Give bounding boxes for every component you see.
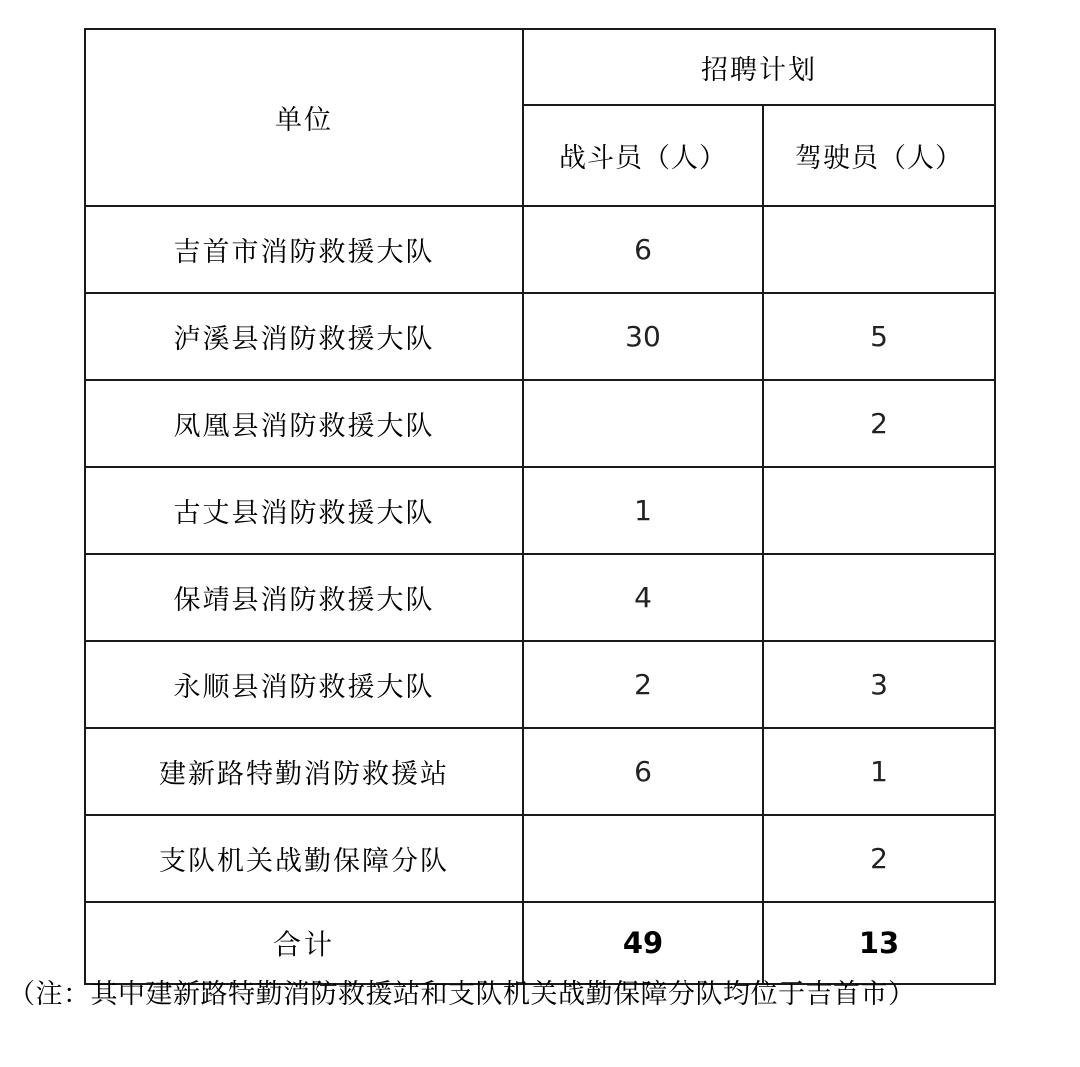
cell-fighter: 4: [523, 554, 763, 641]
table-row: [85, 554, 995, 641]
cell-unit: 古丈县消防救援大队: [85, 467, 523, 554]
table-row: [85, 641, 995, 728]
table-row: [85, 467, 995, 554]
cell-unit: 吉首市消防救援大队: [85, 206, 523, 293]
cell-driver: [763, 554, 995, 641]
cell-driver: [763, 206, 995, 293]
header-cell-fighter: 战斗员（人）: [523, 105, 763, 206]
cell-unit: 支队机关战勤保障分队: [85, 815, 523, 902]
table-row: [85, 380, 995, 467]
table-row: [85, 815, 995, 902]
table-note: （注：其中建新路特勤消防救援站和支队机关战勤保障分队均位于吉首市）: [8, 979, 916, 1009]
table-row: [85, 293, 995, 380]
cell-unit: 凤凰县消防救援大队: [85, 380, 523, 467]
cell-unit: 建新路特勤消防救援站: [85, 728, 523, 815]
recruitment-plan-table: [84, 28, 996, 985]
table-header-row-1: [85, 29, 995, 105]
cell-unit: 保靖县消防救援大队: [85, 554, 523, 641]
table-row: [85, 206, 995, 293]
cell-fighter: 6: [523, 728, 763, 815]
header-cell-plan-group: 招聘计划: [523, 29, 995, 105]
cell-total-driver: 13: [763, 902, 995, 984]
cell-fighter: [523, 380, 763, 467]
cell-driver: 1: [763, 728, 995, 815]
cell-fighter: [523, 815, 763, 902]
cell-driver: [763, 467, 995, 554]
cell-unit: 泸溪县消防救援大队: [85, 293, 523, 380]
cell-total-fighter: 49: [523, 902, 763, 984]
table-row: [85, 728, 995, 815]
cell-driver: 3: [763, 641, 995, 728]
cell-driver: 2: [763, 380, 995, 467]
cell-driver: 5: [763, 293, 995, 380]
header-cell-unit: 单位: [85, 29, 523, 206]
recruitment-plan-table-wrapper: [84, 28, 996, 985]
cell-driver: 2: [763, 815, 995, 902]
top-text-line: [84, 0, 996, 8]
header-cell-driver: 驾驶员（人）: [763, 105, 995, 206]
cell-total-label: 合计: [85, 902, 523, 984]
cell-fighter: 2: [523, 641, 763, 728]
cell-fighter: 1: [523, 467, 763, 554]
cell-unit: 永顺县消防救援大队: [85, 641, 523, 728]
cell-fighter: 6: [523, 206, 763, 293]
cell-fighter: 30: [523, 293, 763, 380]
